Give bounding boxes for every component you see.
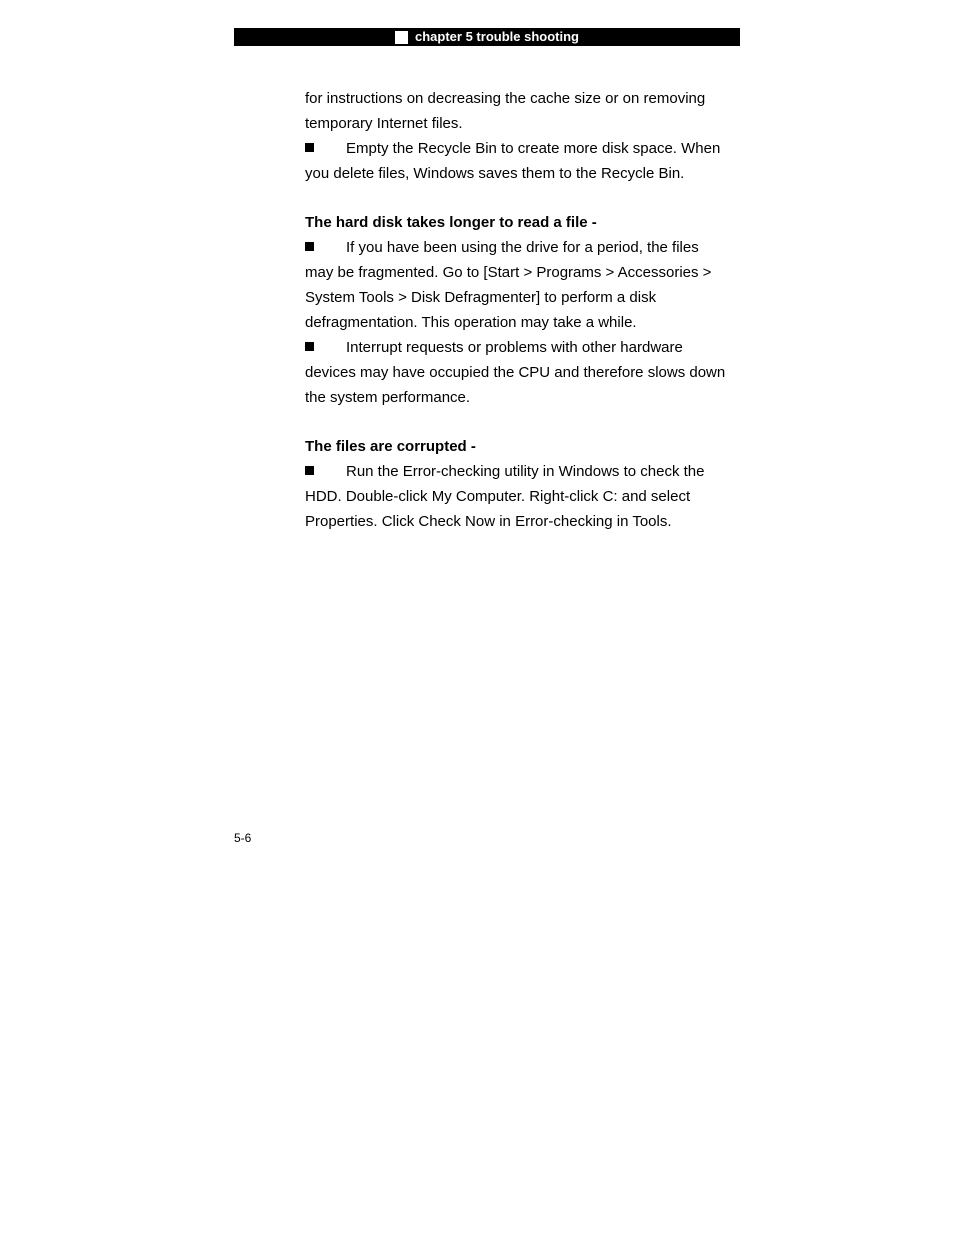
chapter-header-bar [234, 28, 740, 46]
bullet-text: Empty the Recycle Bin to create more disk space. When [346, 140, 721, 157]
body-text-line: you delete files, Windows saves them to the Recycle Bin. [305, 165, 685, 182]
bullet-text: Interrupt requests or problems with other hardware [346, 339, 683, 356]
bullet-item-interrupt-requests [305, 335, 745, 360]
body-text-line: temporary Internet files. [305, 115, 463, 132]
bullet-text: Run the Error-checking utility in Windows to check the [346, 463, 705, 480]
square-bullet-icon [395, 31, 408, 44]
body-text-line: may be fragmented. Go to [Start > Programs > Accessories > [305, 264, 712, 281]
spacer [305, 186, 745, 210]
bullet-item-error-checking [305, 459, 745, 484]
page-body [305, 86, 745, 534]
square-bullet-icon [305, 342, 314, 351]
chapter-title: chapter 5 trouble shooting [415, 29, 579, 44]
bullet-item-defragment [305, 235, 745, 260]
body-text-line: Properties. Click Check Now in Error-checking in Tools. [305, 513, 672, 530]
body-text-line: HDD. Double-click My Computer. Right-click C: and select [305, 488, 691, 505]
bullet-item-recycle-bin [305, 136, 745, 161]
section-heading-hard-disk: The hard disk takes longer to read a file - [305, 214, 597, 231]
square-bullet-icon [305, 242, 314, 251]
body-text-line: System Tools > Disk Defragmenter] to perform a disk [305, 289, 657, 306]
body-text-line: devices may have occupied the CPU and therefore slows down [305, 364, 726, 381]
page-number: 5-6 [234, 831, 252, 845]
body-text-line: for instructions on decreasing the cache size or on removing [305, 90, 706, 107]
square-bullet-icon [305, 143, 314, 152]
section-heading-files-corrupted: The files are corrupted - [305, 438, 476, 455]
body-text-line: defragmentation. This operation may take a while. [305, 314, 637, 331]
body-text-line: the system performance. [305, 389, 471, 406]
bullet-text: If you have been using the drive for a period, the files [346, 239, 699, 256]
square-bullet-icon [305, 466, 314, 475]
spacer [305, 410, 745, 434]
